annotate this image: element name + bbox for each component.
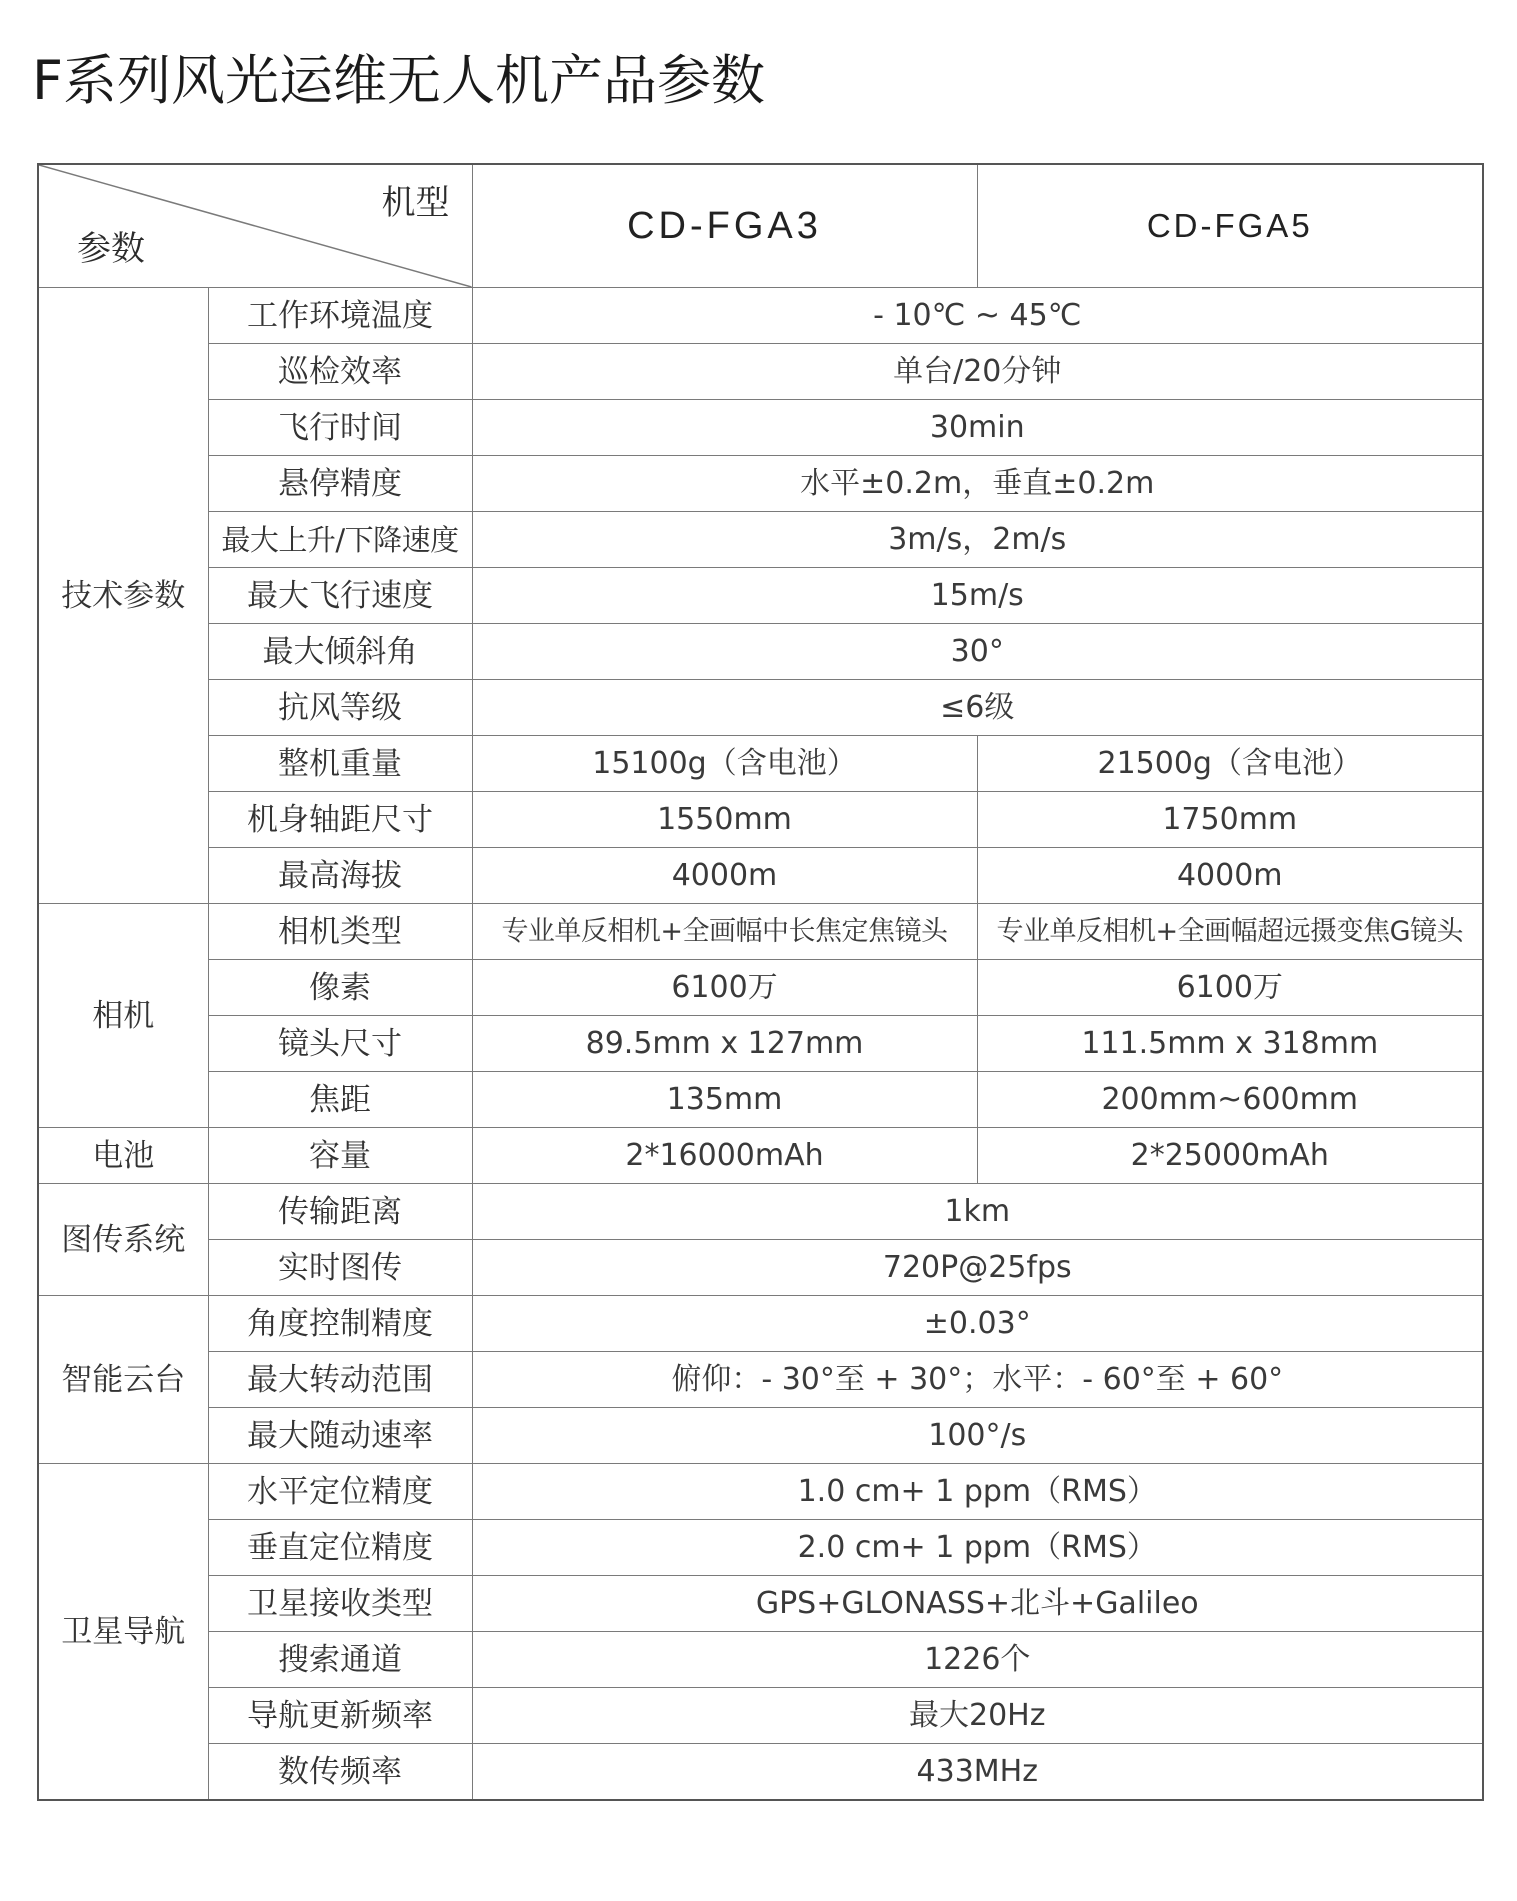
fga3-value: 15100g（含电池） <box>472 736 977 792</box>
param-label: 最大上升/下降速度 <box>208 512 472 568</box>
table-row <box>38 1576 1483 1632</box>
shared-value: 单台/20分钟 <box>472 344 1483 400</box>
model-axis-label: 机型 <box>381 183 450 223</box>
shared-value: 最大20Hz <box>472 1688 1483 1744</box>
shared-value: 15m/s <box>472 568 1483 624</box>
category-tech: 技术参数 <box>38 288 208 904</box>
param-label: 镜头尺寸 <box>208 1016 472 1072</box>
shared-value: 1226个 <box>472 1632 1483 1688</box>
fga5-value: 111.5mm x 318mm <box>977 1016 1483 1072</box>
shared-value: - 10℃ ~ 45℃ <box>472 288 1483 344</box>
fga3-value: 4000m <box>472 848 977 904</box>
shared-value: 2.0 cm+ 1 ppm（RMS） <box>472 1520 1483 1576</box>
shared-value: 3m/s，2m/s <box>472 512 1483 568</box>
fga5-value: 专业单反相机+全画幅超远摄变焦G镜头 <box>977 904 1483 960</box>
table-row <box>38 1240 1483 1296</box>
table-row <box>38 792 1483 848</box>
param-label: 最大随动速率 <box>208 1408 472 1464</box>
spec-table <box>37 163 1484 1801</box>
param-label: 最大倾斜角 <box>208 624 472 680</box>
shared-value: ±0.03° <box>472 1296 1483 1352</box>
fga3-value: 1550mm <box>472 792 977 848</box>
param-label: 整机重量 <box>208 736 472 792</box>
fga3-value: 2*16000mAh <box>472 1128 977 1184</box>
param-label: 角度控制精度 <box>208 1296 472 1352</box>
shared-value: 俯仰：- 30°至 + 30°；水平：- 60°至 + 60° <box>472 1352 1483 1408</box>
table-row <box>38 456 1483 512</box>
fga5-value: 6100万 <box>977 960 1483 1016</box>
param-label: 容量 <box>208 1128 472 1184</box>
table-row <box>38 1464 1483 1520</box>
fga3-value: 6100万 <box>472 960 977 1016</box>
fga3-value: 135mm <box>472 1072 977 1128</box>
param-label: 导航更新频率 <box>208 1688 472 1744</box>
shared-value: 433MHz <box>472 1744 1483 1801</box>
shared-value: 720P@25fps <box>472 1240 1483 1296</box>
shared-value: 30min <box>472 400 1483 456</box>
table-row <box>38 344 1483 400</box>
category-gimbal: 智能云台 <box>38 1296 208 1464</box>
table-header-row <box>38 164 1483 288</box>
param-label: 数传频率 <box>208 1744 472 1801</box>
table-row <box>38 736 1483 792</box>
param-label: 像素 <box>208 960 472 1016</box>
table-row <box>38 904 1483 960</box>
table-row <box>38 1128 1483 1184</box>
shared-value: GPS+GLONASS+北斗+Galileo <box>472 1576 1483 1632</box>
model-header-fga3: CD-FGA3 <box>472 164 977 288</box>
param-label: 最高海拔 <box>208 848 472 904</box>
param-label: 最大飞行速度 <box>208 568 472 624</box>
fga5-value: 200mm~600mm <box>977 1072 1483 1128</box>
param-label: 飞行时间 <box>208 400 472 456</box>
shared-value: 1km <box>472 1184 1483 1240</box>
param-label: 传输距离 <box>208 1184 472 1240</box>
fga5-value: 1750mm <box>977 792 1483 848</box>
shared-value: 30° <box>472 624 1483 680</box>
param-label: 搜索通道 <box>208 1632 472 1688</box>
table-row <box>38 960 1483 1016</box>
table-row <box>38 1184 1483 1240</box>
table-row <box>38 1296 1483 1352</box>
category-camera: 相机 <box>38 904 208 1128</box>
table-row <box>38 1744 1483 1801</box>
shared-value: 100°/s <box>472 1408 1483 1464</box>
param-label: 悬停精度 <box>208 456 472 512</box>
param-axis-label: 参数 <box>77 229 145 269</box>
table-row <box>38 568 1483 624</box>
model-header-fga5: CD-FGA5 <box>977 164 1483 288</box>
param-label: 卫星接收类型 <box>208 1576 472 1632</box>
fga5-value: 4000m <box>977 848 1483 904</box>
table-row <box>38 1408 1483 1464</box>
fga3-value: 专业单反相机+全画幅中长焦定焦镜头 <box>472 904 977 960</box>
param-label: 相机类型 <box>208 904 472 960</box>
table-row <box>38 848 1483 904</box>
fga3-value: 89.5mm x 127mm <box>472 1016 977 1072</box>
param-label: 巡检效率 <box>208 344 472 400</box>
table-row <box>38 1688 1483 1744</box>
param-label: 机身轴距尺寸 <box>208 792 472 848</box>
table-row <box>38 1632 1483 1688</box>
table-row <box>38 512 1483 568</box>
shared-value: 1.0 cm+ 1 ppm（RMS） <box>472 1464 1483 1520</box>
param-label: 垂直定位精度 <box>208 1520 472 1576</box>
param-label: 水平定位精度 <box>208 1464 472 1520</box>
table-row <box>38 400 1483 456</box>
table-row <box>38 624 1483 680</box>
param-label: 实时图传 <box>208 1240 472 1296</box>
category-gnss: 卫星导航 <box>38 1464 208 1801</box>
param-label: 工作环境温度 <box>208 288 472 344</box>
param-label: 最大转动范围 <box>208 1352 472 1408</box>
category-battery: 电池 <box>38 1128 208 1184</box>
table-row <box>38 1352 1483 1408</box>
param-label: 抗风等级 <box>208 680 472 736</box>
shared-value: 水平±0.2m，垂直±0.2m <box>472 456 1483 512</box>
category-transmission: 图传系统 <box>38 1184 208 1296</box>
table-row <box>38 1072 1483 1128</box>
table-row <box>38 680 1483 736</box>
table-row <box>38 1520 1483 1576</box>
table-row <box>38 288 1483 344</box>
param-label: 焦距 <box>208 1072 472 1128</box>
shared-value: ≤6级 <box>472 680 1483 736</box>
table-row <box>38 1016 1483 1072</box>
fga5-value: 2*25000mAh <box>977 1128 1483 1184</box>
fga5-value: 21500g（含电池） <box>977 736 1483 792</box>
page-title: F系列风光运维无人机产品参数 <box>32 49 766 112</box>
diagonal-header-cell <box>38 164 472 288</box>
